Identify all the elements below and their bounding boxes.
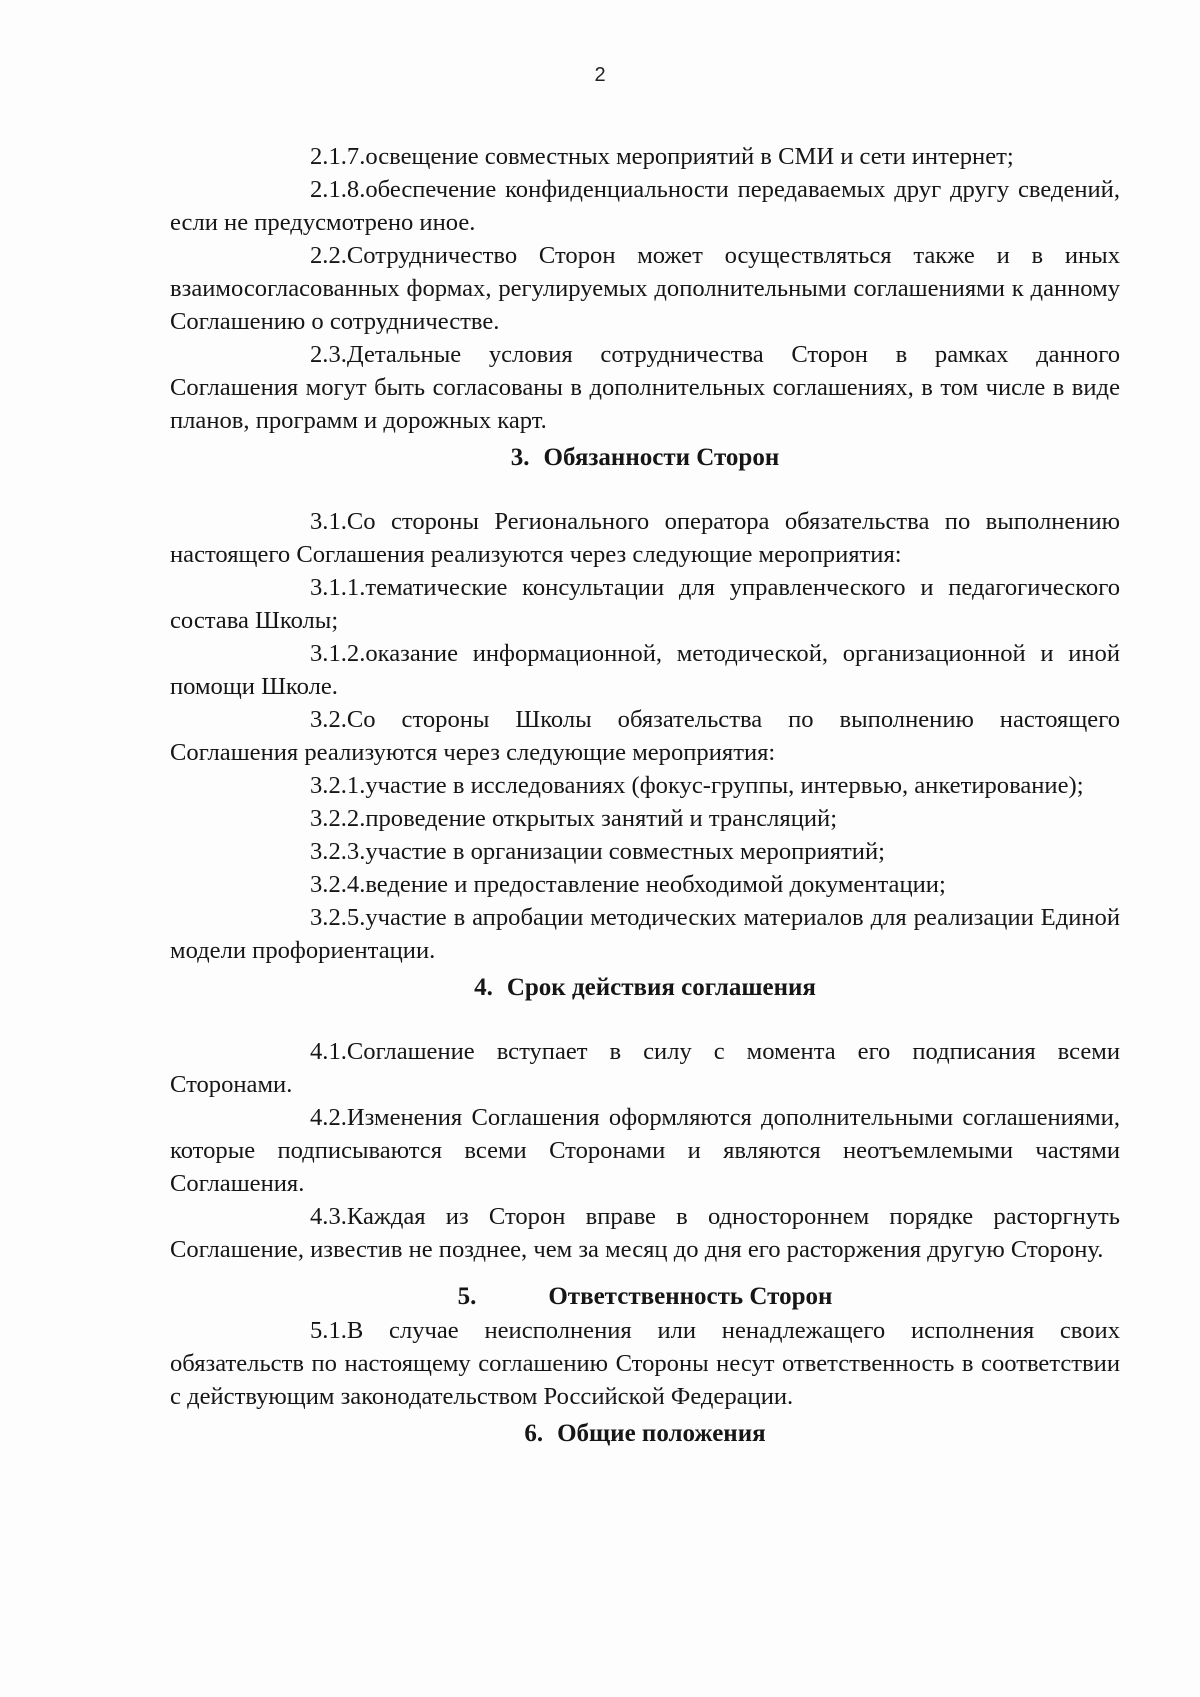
clause-3-1-2 xyxy=(170,637,1120,703)
clause-number: 3.2. xyxy=(310,706,347,733)
section-number: 3. xyxy=(510,444,530,471)
clause-text: ведение и предоставление необходимой документации; xyxy=(365,871,946,898)
section-title: Общие положения xyxy=(557,1420,766,1447)
clause-3-2-3 xyxy=(170,835,1120,868)
spacer xyxy=(170,1005,1120,1035)
spacer xyxy=(170,1266,1120,1276)
clause-number: 2.1.8. xyxy=(310,176,366,203)
clause-text: обеспечение конфиденциальности передаваемых друг другу сведений, если не предусмотрено иное. xyxy=(170,176,1120,236)
section-heading-3 xyxy=(170,441,1120,475)
clause-4-3 xyxy=(170,1200,1120,1266)
clause-text: Изменения Соглашения оформляются дополнительными соглашениями, которые подписываются всеми Сторонами и являются неотъемлемыми частями Соглашения. xyxy=(170,1104,1120,1197)
clause-number: 3.2.4. xyxy=(310,871,366,898)
clause-3-2 xyxy=(170,703,1120,769)
clause-text: Детальные условия сотрудничества Сторон в рамках данного Соглашения могут быть согласованы в дополнительных соглашениях, в том числе в виде планов, программ и дорожных карт. xyxy=(170,341,1120,434)
page-number: 2 xyxy=(594,64,606,86)
clause-text: Со стороны Регионального оператора обязательства по выполнению настоящего Соглашения реализуются через следующие мероприятия: xyxy=(170,508,1120,568)
section-heading-5 xyxy=(170,1280,1120,1314)
clause-number: 5.1. xyxy=(310,1317,347,1344)
clause-number: 2.1.7. xyxy=(310,143,366,170)
clause-number: 3.1.1. xyxy=(310,574,366,601)
clause-number: 3.1. xyxy=(310,508,347,535)
clause-number: 4.2. xyxy=(310,1104,347,1131)
clause-number: 2.2. xyxy=(310,242,347,269)
clause-text: Каждая из Сторон вправе в одностороннем порядке расторгнуть Соглашение, известив не позднее, чем за месяц до дня его расторжения другую Сторону. xyxy=(170,1203,1120,1263)
clause-number: 4.1. xyxy=(310,1038,347,1065)
clause-number: 2.3. xyxy=(310,341,347,368)
clause-3-2-4 xyxy=(170,868,1120,901)
section-number: 4. xyxy=(474,974,493,1001)
clause-text: освещение совместных мероприятий в СМИ и сети интернет; xyxy=(365,143,1014,170)
clause-4-2 xyxy=(170,1101,1120,1200)
clause-number: 3.2.1. xyxy=(310,772,366,799)
clause-text: оказание информационной, методической, организационной и иной помощи Школе. xyxy=(170,640,1120,700)
clause-text: тематические консультации для управленческого и педагогического состава Школы; xyxy=(170,574,1120,634)
spacer xyxy=(170,475,1120,505)
clause-2-1-8 xyxy=(170,173,1120,239)
clause-3-1 xyxy=(170,505,1120,571)
clause-text: участие в организации совместных мероприятий; xyxy=(365,838,885,865)
clause-4-1 xyxy=(170,1035,1120,1101)
clause-text: Соглашение вступает в силу с момента его подписания всеми Сторонами. xyxy=(170,1038,1120,1098)
clause-2-1-7 xyxy=(170,140,1120,173)
clause-number: 3.2.2. xyxy=(310,805,366,832)
clause-text: Сотрудничество Сторон может осуществляться также и в иных взаимосогласованных формах, регулируемых дополнительными соглашениями к данному Соглашению о сотрудничестве. xyxy=(170,242,1120,335)
clause-3-2-1 xyxy=(170,769,1120,802)
section-title: Обязанности Сторон xyxy=(543,444,780,471)
section-title: Ответственность Сторон xyxy=(548,1283,833,1310)
clause-3-2-2 xyxy=(170,802,1120,835)
clause-text: участие в апробации методических материалов для реализации Единой модели профориентации. xyxy=(170,904,1120,964)
clause-3-2-5 xyxy=(170,901,1120,967)
clause-number: 3.2.5. xyxy=(310,904,366,931)
clause-number: 3.2.3. xyxy=(310,838,366,865)
clause-3-1-1 xyxy=(170,571,1120,637)
clause-number: 4.3. xyxy=(310,1203,347,1230)
document-body xyxy=(170,140,1120,1451)
clause-5-1 xyxy=(170,1314,1120,1413)
clause-text: проведение открытых занятий и трансляций; xyxy=(365,805,838,832)
clause-2-3 xyxy=(170,338,1120,437)
clause-text: В случае неисполнения или ненадлежащего исполнения своих обязательств по настоящему соглашению Стороны несут ответственность в соответствии с действующим законодательством Российской Федерации. xyxy=(170,1317,1120,1410)
section-number: 6. xyxy=(524,1420,544,1447)
section-heading-4 xyxy=(170,971,1120,1005)
section-heading-6 xyxy=(170,1417,1120,1451)
section-title: Срок действия соглашения xyxy=(506,974,816,1001)
section-number: 5. xyxy=(457,1283,477,1310)
clause-text: участие в исследованиях (фокус-группы, интервью, анкетирование); xyxy=(365,772,1084,799)
clause-text: Со стороны Школы обязательства по выполнению настоящего Соглашения реализуются через следующие мероприятия: xyxy=(170,706,1120,766)
clause-2-2 xyxy=(170,239,1120,338)
clause-number: 3.1.2. xyxy=(310,640,366,667)
